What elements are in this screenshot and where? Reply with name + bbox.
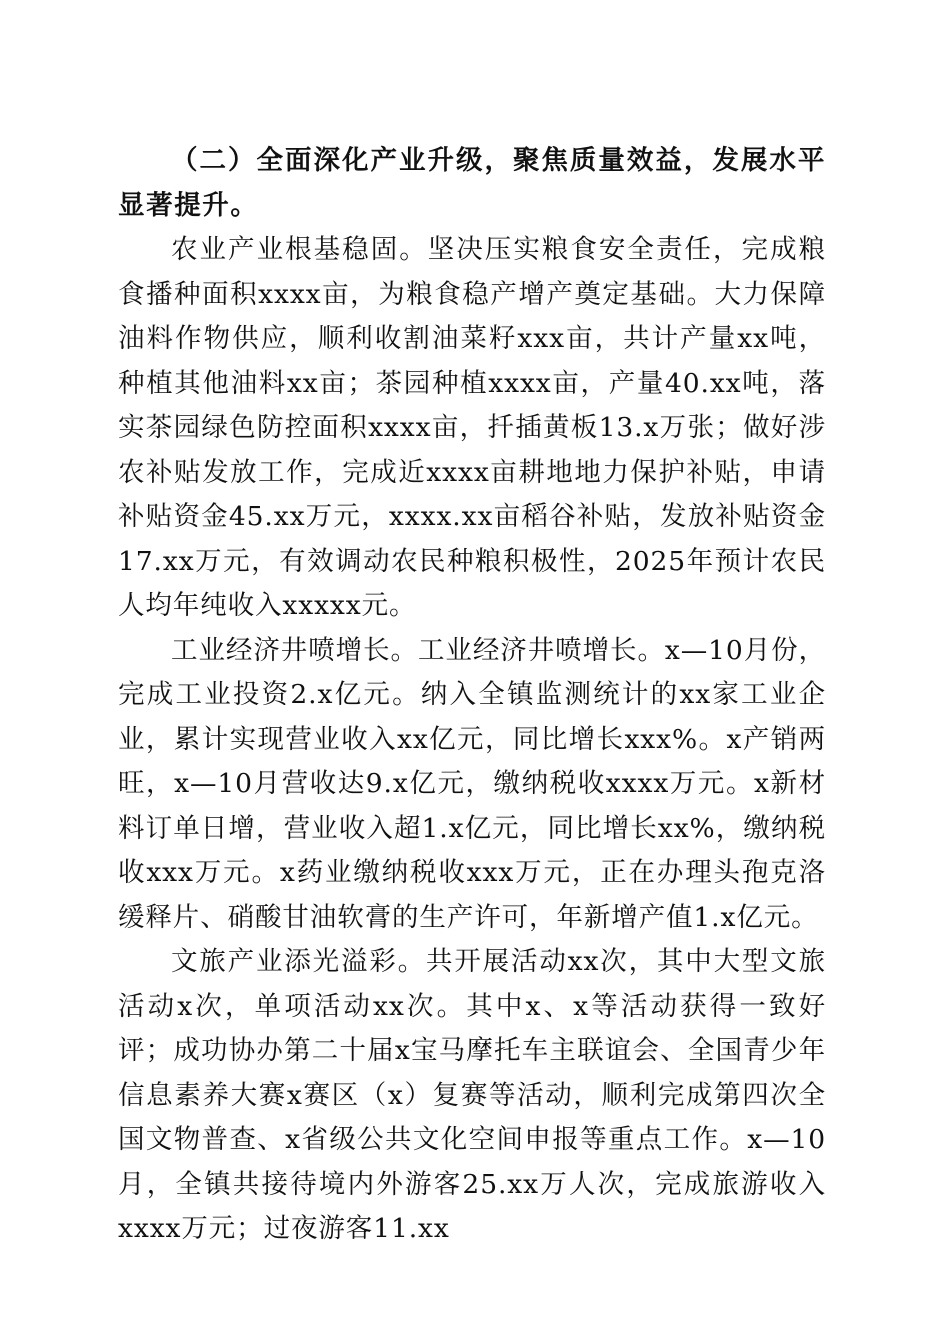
paragraph-culture-tourism: 文旅产业添光溢彩。共开展活动xx次，其中大型文旅活动x次，单项活动xx次。其中x、x等活动获得一致好评；成功协办第二十届x宝马摩托车主联谊会、全国青少年信息素养大赛x赛区（x）复赛等活动，顺利完成第四次全国文物普查、x省级公共文化空间申报等重点工作。x—10月，全镇共接待境内外游客25.xx万人次，完成旅游收入xxxx万元；过夜游客11.xx bbox=[118, 946, 826, 1244]
section-heading: （二）全面深化产业升级，聚焦质量效益，发展水平显著提升。 bbox=[118, 145, 826, 221]
paragraph-agriculture: 农业产业根基稳固。坚决压实粮食安全责任，完成粮食播种面积xxxx亩，为粮食稳产增产奠定基础。大力保障油料作物供应，顺利收割油菜籽xxx亩，共计产量xx吨，种植其他油料xx亩；茶园种植xxxx亩，产量40.xx吨，落实茶园绿色防控面积xxxx亩，扦插黄板13.x万张；做好涉农补贴发放工作，完成近xxxx亩耕地地力保护补贴，申请补贴资金45.xx万元，xxxx.xx亩稻谷补贴，发放补贴资金17.xx万元，有效调动农民种粮积极性，2025年预计农民人均年纯收入xxxxx元。 bbox=[118, 234, 826, 621]
document-body bbox=[118, 139, 826, 1252]
paragraph-industry: 工业经济井喷增长。工业经济井喷增长。x—10月份，完成工业投资2.x亿元。纳入全镇监测统计的xx家工业企业，累计实现营业收入xx亿元，同比增长xxx%。x产销两旺，x—10月营收达9.x亿元，缴纳税收xxxx万元。x新材料订单日增，营业收入超1.x亿元，同比增长xx%，缴纳税收xxx万元。x药业缴纳税收xxx万元，正在办理头孢克洛缓释片、硝酸甘油软膏的生产许可，年新增产值1.x亿元。 bbox=[118, 634, 826, 933]
